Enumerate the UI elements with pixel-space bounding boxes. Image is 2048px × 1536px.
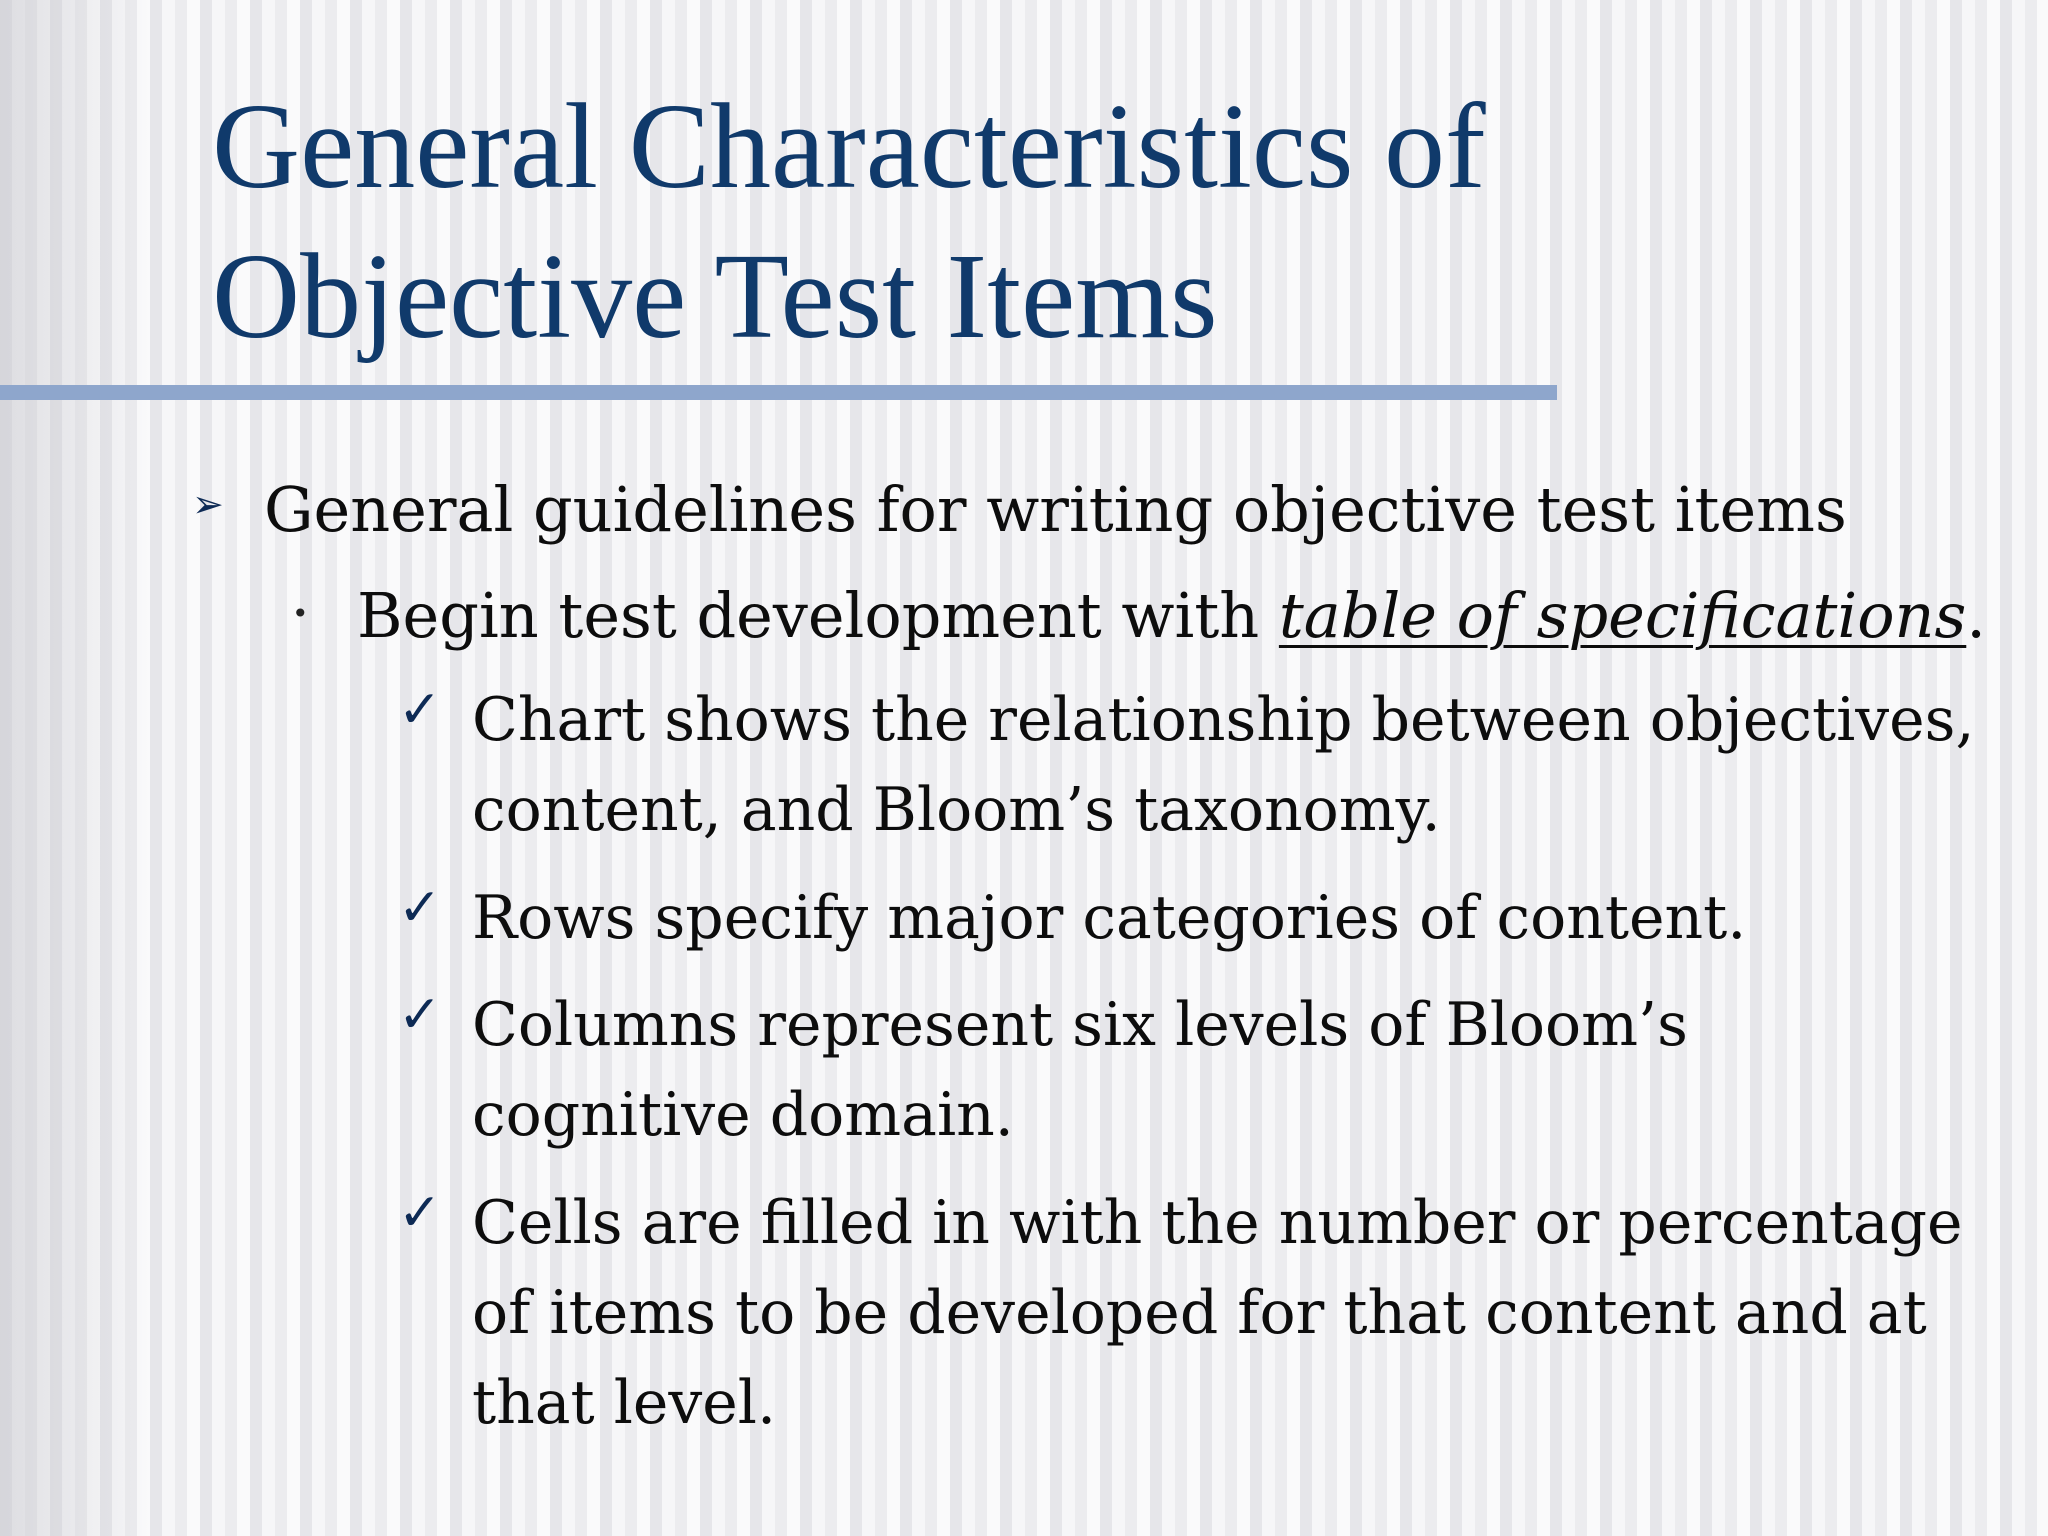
arrowhead-bullet-icon: ➢ bbox=[192, 482, 224, 526]
checklist-line: Columns represent six levels of Bloom’s bbox=[472, 990, 1688, 1060]
checkmark-icon: ✓ bbox=[398, 985, 442, 1045]
checklist-item-rows bbox=[472, 873, 2032, 963]
title-divider bbox=[0, 385, 1557, 400]
bullet-table-of-specifications bbox=[357, 574, 1986, 658]
title-line-2: Objective Test Items bbox=[212, 229, 1218, 364]
checklist-item-cells bbox=[472, 1178, 2032, 1448]
checkmark-icon: ✓ bbox=[398, 680, 442, 740]
table-of-specifications-emphasis: table of specifications bbox=[1278, 579, 1967, 652]
checklist-line: Chart shows the relationship between objectives, bbox=[472, 685, 1975, 755]
checkmark-icon: ✓ bbox=[398, 878, 442, 938]
checklist-line: content, and Bloom’s taxonomy. bbox=[472, 775, 1441, 845]
checklist-line: that level. bbox=[472, 1368, 777, 1438]
checklist-item-chart bbox=[472, 675, 2032, 855]
checklist-line: Rows specify major categories of content. bbox=[472, 883, 1747, 953]
checkmark-icon: ✓ bbox=[398, 1183, 442, 1243]
slide-title bbox=[212, 72, 2012, 372]
bullet-text-after: . bbox=[1966, 579, 1986, 652]
checklist-line: of items to be developed for that content and at bbox=[472, 1278, 1927, 1348]
checklist-line: Cells are filled in with the number or percentage bbox=[472, 1188, 1963, 1258]
title-line-1: General Characteristics of bbox=[212, 79, 1486, 214]
bullet-general-guidelines: General guidelines for writing objective test items bbox=[264, 473, 1847, 546]
checklist-line: cognitive domain. bbox=[472, 1080, 1014, 1150]
bullet-text-before: Begin test development with bbox=[357, 579, 1279, 652]
checklist-item-columns bbox=[472, 980, 2032, 1160]
dot-bullet-icon: • bbox=[292, 597, 309, 630]
